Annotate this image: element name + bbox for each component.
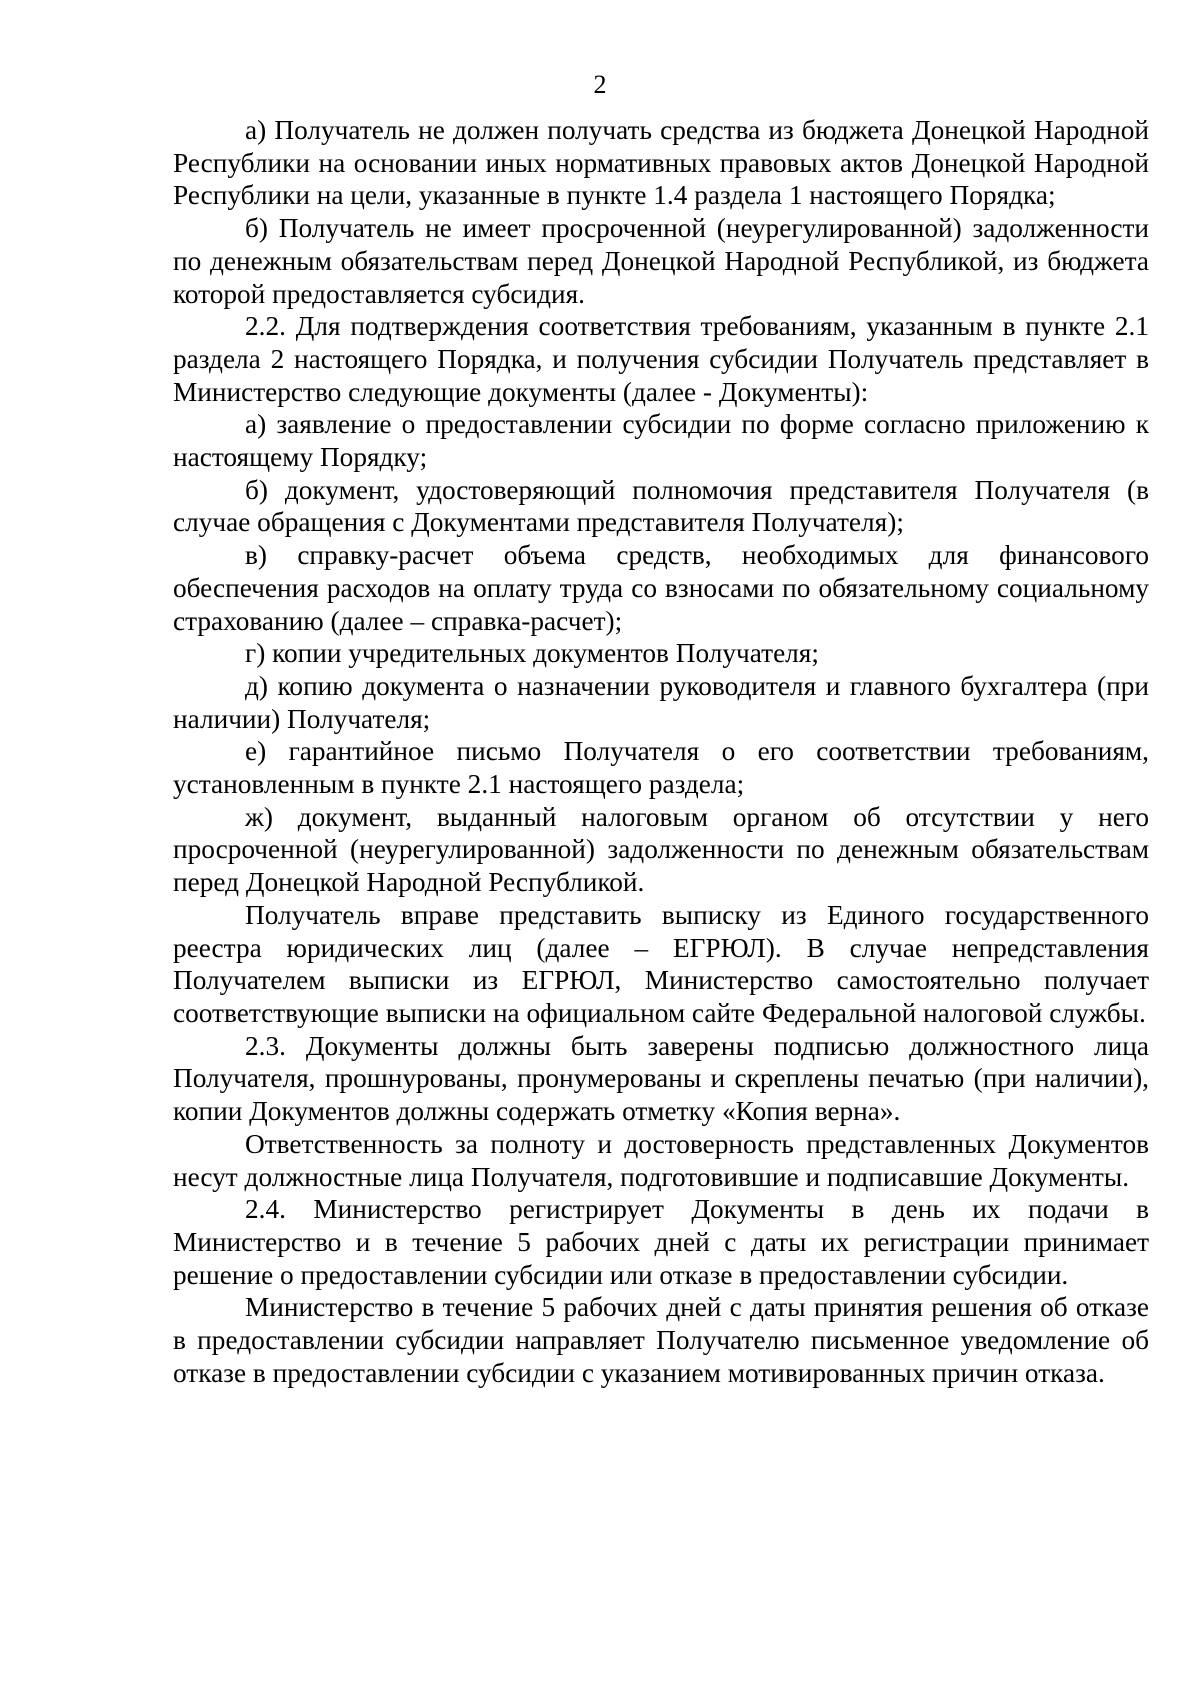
paragraph-2-2-g: г) копии учредительных документов Получателя; bbox=[245, 638, 819, 669]
paragraph-responsibility: Ответственность за полноту и достоверность представленных Документов несут должностные лица Получателя, подготовившие и подписавшие Документы. bbox=[173, 1128, 1149, 1192]
paragraph-2-2-a: а) заявление о предоставлении субсидии по форме согласно приложению к настоящему Порядку; bbox=[173, 409, 1149, 473]
paragraph-egrul: Получатель вправе представить выписку из Единого государственного реестра юридических лиц (далее – ЕГРЮЛ). В случае непредставления Получателем выписки из ЕГРЮЛ, Министерство самостоятельно получает соответствующие выписки на официальном сайте Федеральной налоговой службы. bbox=[173, 899, 1149, 1028]
paragraph-2-2-v: в) справку-расчет объема средств, необходимых для финансового обеспечения расходов на оплату труда со взносами по обязательному социальному страхованию (далее – справка-расчет); bbox=[173, 540, 1149, 636]
paragraph-2-2-b: б) документ, удостоверяющий полномочия представителя Получателя (в случае обращения с Документами представителя Получателя); bbox=[173, 474, 1149, 538]
page-number: 2 bbox=[593, 70, 607, 99]
paragraph-refusal-notice: Министерство в течение 5 рабочих дней с даты принятия решения об отказе в предоставлении субсидии направляет Получателю письменное уведомление об отказе в предоставлении субсидии с указанием мотивированных причин отказа. bbox=[173, 1292, 1149, 1388]
paragraph-2-1-a: а) Получатель не должен получать средства из бюджета Донецкой Народной Республики на основании иных нормативных правовых актов Донецкой Народной Республики на цели, указанные в пункте 1.4 раздела 1 настоящего Порядка; bbox=[173, 115, 1149, 211]
paragraph-2-2-zh: ж) документ, выданный налоговым органом об отсутствии у него просроченной (неурегулированной) задолженности по денежным обязательствам перед Донецкой Народной Республикой. bbox=[173, 801, 1149, 898]
paragraph-2-2: 2.2. Для подтверждения соответствия требованиям, указанным в пункте 2.1 раздела 2 настоящего Порядка, и получения субсидии Получатель представляет в Министерство следующие документы (далее - Документы): bbox=[173, 311, 1149, 407]
paragraph-2-2-d: д) копию документа о назначении руководителя и главного бухгалтера (при наличии) Получателя; bbox=[173, 670, 1149, 734]
paragraph-2-4: 2.4. Министерство регистрирует Документы в день их подачи в Министерство и в течение 5 рабочих дней с даты их регистрации принимает решение о предоставлении субсидии или отказе в предоставлении субсидии. bbox=[173, 1194, 1149, 1290]
paragraph-2-3: 2.3. Документы должны быть заверены подписью должностного лица Получателя, прошнурованы, пронумерованы и скреплены печатью (при наличии), копии Документов должны содержать отметку «Копия верна». bbox=[173, 1030, 1149, 1127]
paragraph-2-2-e: е) гарантийное письмо Получателя о его соответствии требованиям, установленным в пункте 2.1 настоящего раздела; bbox=[173, 736, 1149, 800]
document-body bbox=[173, 114, 1149, 1389]
paragraph-2-1-b: б) Получатель не имеет просроченной (неурегулированной) задолженности по денежным обязательствам перед Донецкой Народной Республикой, из бюджета которой предоставляется субсидия. bbox=[173, 213, 1149, 309]
